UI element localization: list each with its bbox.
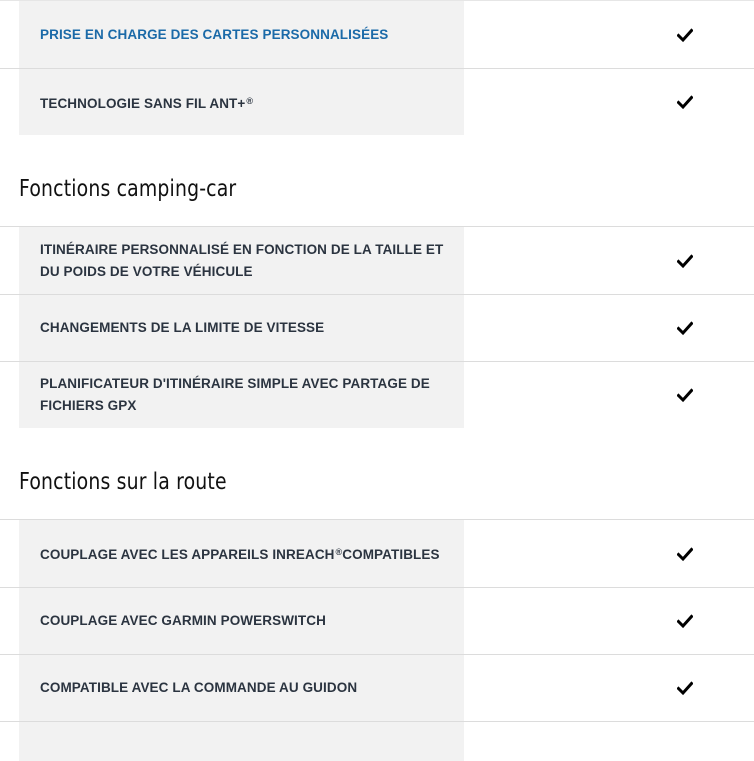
- row-label-cell: [19, 655, 464, 721]
- row-label-cell: [19, 69, 464, 135]
- table-row: [0, 721, 754, 761]
- row-label-cell: [19, 520, 464, 587]
- table-row: [0, 68, 754, 135]
- table-row: [0, 654, 754, 721]
- checkmark-icon: [677, 27, 693, 43]
- section-heading-on-road: Fonctions sur la route: [19, 469, 227, 495]
- features-table-top: [0, 0, 754, 135]
- row-label: PLANIFICATEUR D'ITINÉRAIRE SIMPLE AVEC PARTAGE DE FICHIERS GPX: [40, 376, 430, 413]
- table-row: [0, 226, 754, 294]
- row-label: COUPLAGE AVEC LES APPAREILS INREACH®COMPATIBLES: [40, 547, 440, 562]
- row-label: ITINÉRAIRE PERSONNALISÉ EN FONCTION DE LA TAILLE ET DU POIDS DE VOTRE VÉHICULE: [40, 241, 444, 279]
- table-row: [0, 294, 754, 361]
- features-table-on-road: [0, 519, 754, 761]
- checkmark-icon: [677, 320, 693, 336]
- row-label: COMPATIBLE AVEC LA COMMANDE AU GUIDON: [40, 680, 358, 695]
- section-heading-camping-car: Fonctions camping-car: [19, 176, 237, 202]
- checkmark-icon: [677, 387, 693, 403]
- checkmark-icon: [677, 613, 693, 629]
- checkmark-icon: [677, 253, 693, 269]
- row-label: CHANGEMENTS DE LA LIMITE DE VITESSE: [40, 320, 325, 335]
- registered-mark: ®: [335, 547, 343, 557]
- table-row: [0, 0, 754, 68]
- features-table-camping-car: [0, 226, 754, 428]
- row-label-cell: [19, 295, 464, 361]
- row-label-cell: [19, 588, 464, 654]
- row-label: COUPLAGE AVEC GARMIN POWERSWITCH: [40, 613, 326, 628]
- row-label-cell: [19, 1, 464, 68]
- registered-mark: ®: [246, 95, 254, 106]
- checkmark-icon: [677, 546, 693, 562]
- checkmark-icon: [677, 94, 693, 110]
- row-label-cell: [19, 227, 464, 294]
- checkmark-icon: [677, 680, 693, 696]
- custom-maps-link[interactable]: PRISE EN CHARGE DES CARTES PERSONNALISÉES: [40, 26, 389, 42]
- table-row: [0, 361, 754, 428]
- table-row: [0, 587, 754, 654]
- table-row: [0, 519, 754, 587]
- row-label: TECHNOLOGIE SANS FIL ANT+®: [40, 95, 254, 111]
- row-label-cell: [19, 722, 464, 761]
- row-label-cell: [19, 362, 464, 428]
